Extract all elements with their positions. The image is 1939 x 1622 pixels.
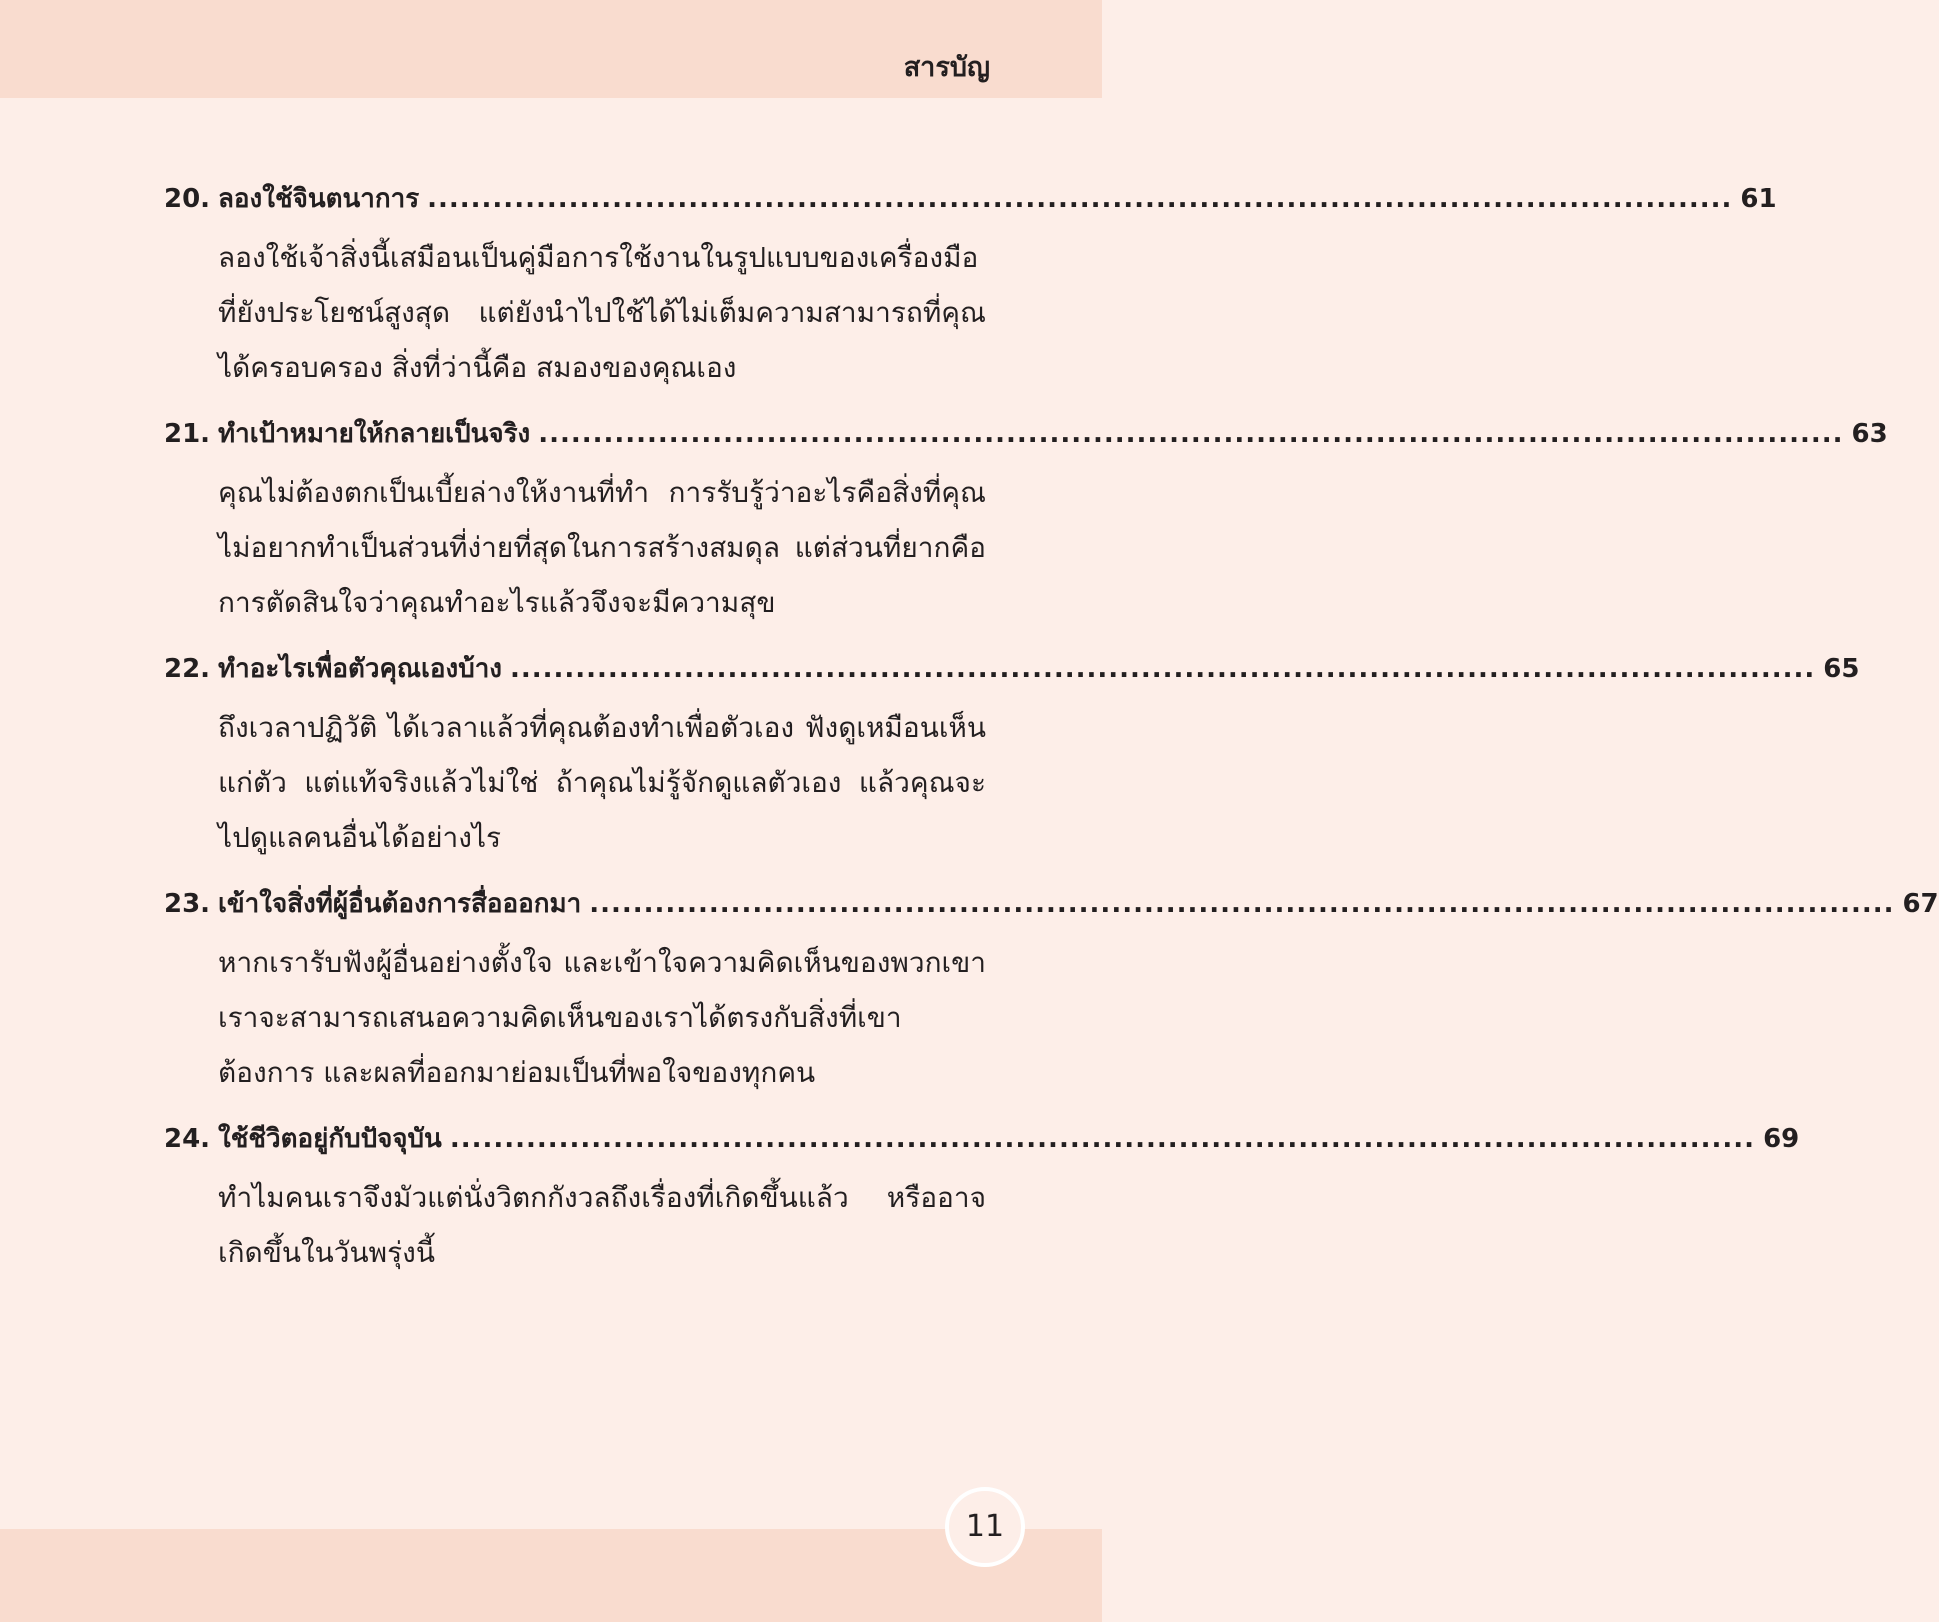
page-title: สารบัญ (903, 52, 990, 83)
toc-entry-heading[interactable] (164, 174, 1777, 224)
toc-dot-leader: ........................................................................................................................ (589, 889, 1895, 919)
toc-entry-number: 20. (164, 184, 211, 214)
toc-entry-heading[interactable] (164, 409, 1888, 459)
table-of-contents (164, 174, 1939, 1294)
toc-entry-heading[interactable] (164, 644, 1860, 694)
toc-entry-page: 69 (1763, 1124, 1800, 1154)
toc-entry-number: 24. (164, 1124, 211, 1154)
toc-entry (164, 879, 1939, 1100)
toc-entry-description: ลองใช้เจ้าสิ่งนี้เสมือนเป็นคู่มือการใช้งานในรูปแบบของเครื่องมือที่ยังประโยชน์สูงสุด แต่ยังนำไปใช้ได้ไม่เต็มความสามารถที่คุณได้ครอบครอง สิ่งที่ว่านี้คือ สมองของคุณเอง (218, 241, 986, 384)
toc-entry-heading[interactable] (164, 879, 1939, 929)
toc-entry-description: ทำไมคนเราจึงมัวแต่นั่งวิตกกังวลถึงเรื่องที่เกิดขึ้นแล้ว หรืออาจเกิดขึ้นในวันพรุ่งนี้ (218, 1181, 986, 1269)
toc-entry-description: ถึงเวลาปฏิวัติ ได้เวลาแล้วที่คุณต้องทำเพื่อตัวเอง ฟังดูเหมือนเห็นแก่ตัว แต่แท้จริงแล้วไม่ใช่ ถ้าคุณไม่รู้จักดูแลตัวเอง แล้วคุณจะไปดูแลคนอื่นได้อย่างไร (218, 711, 986, 854)
toc-entry-number: 21. (164, 419, 211, 449)
toc-entry-number: 23. (164, 889, 211, 919)
toc-entry-page: 61 (1740, 184, 1777, 214)
toc-entry-title: ทำเป้าหมายให้กลายเป็นจริง (218, 419, 531, 449)
toc-entry-title: ลองใช้จินตนาการ (218, 184, 420, 214)
toc-dot-leader: ........................................................................................................................ (538, 419, 1844, 449)
toc-entry-description: หากเรารับฟังผู้อื่นอย่างตั้งใจ และเข้าใจความคิดเห็นของพวกเขา เราจะสามารถเสนอความคิดเห็นของเราได้ตรงกับสิ่งที่เขาต้องการ และผลที่ออกมาย่อมเป็นที่พอใจของทุกคน (218, 946, 986, 1089)
toc-entry-page: 65 (1823, 654, 1860, 684)
toc-entry-title: เข้าใจสิ่งที่ผู้อื่นต้องการสื่อออกมา (218, 889, 582, 919)
toc-entry-page: 63 (1851, 419, 1888, 449)
toc-entry-page: 67 (1902, 889, 1939, 919)
toc-entry (164, 409, 1888, 630)
toc-dot-leader: ........................................................................................................................ (449, 1124, 1756, 1154)
toc-entry-heading[interactable] (164, 1114, 1800, 1164)
toc-entry-description: คุณไม่ต้องตกเป็นเบี้ยล่างให้งานที่ทำ การรับรู้ว่าอะไรคือสิ่งที่คุณไม่อยากทำเป็นส่วนที่ง่ายที่สุดในการสร้างสมดุล แต่ส่วนที่ยากคือการตัดสินใจว่าคุณทำอะไรแล้วจึงจะมีความสุข (218, 476, 986, 619)
toc-entry (164, 644, 1860, 865)
toc-entry (164, 1114, 1800, 1280)
toc-dot-leader: ........................................................................................................................ (427, 184, 1733, 214)
toc-entry-title: ใช้ชีวิตอยู่กับปัจจุบัน (218, 1124, 442, 1154)
toc-entry (164, 174, 1777, 395)
toc-entry-number: 22. (164, 654, 211, 684)
toc-dot-leader: ........................................................................................................................ (510, 654, 1816, 684)
toc-entry-title: ทำอะไรเพื่อตัวคุณเองบ้าง (218, 654, 502, 684)
footer-band (0, 1529, 1102, 1622)
page-number-badge: 11 (945, 1487, 1025, 1567)
